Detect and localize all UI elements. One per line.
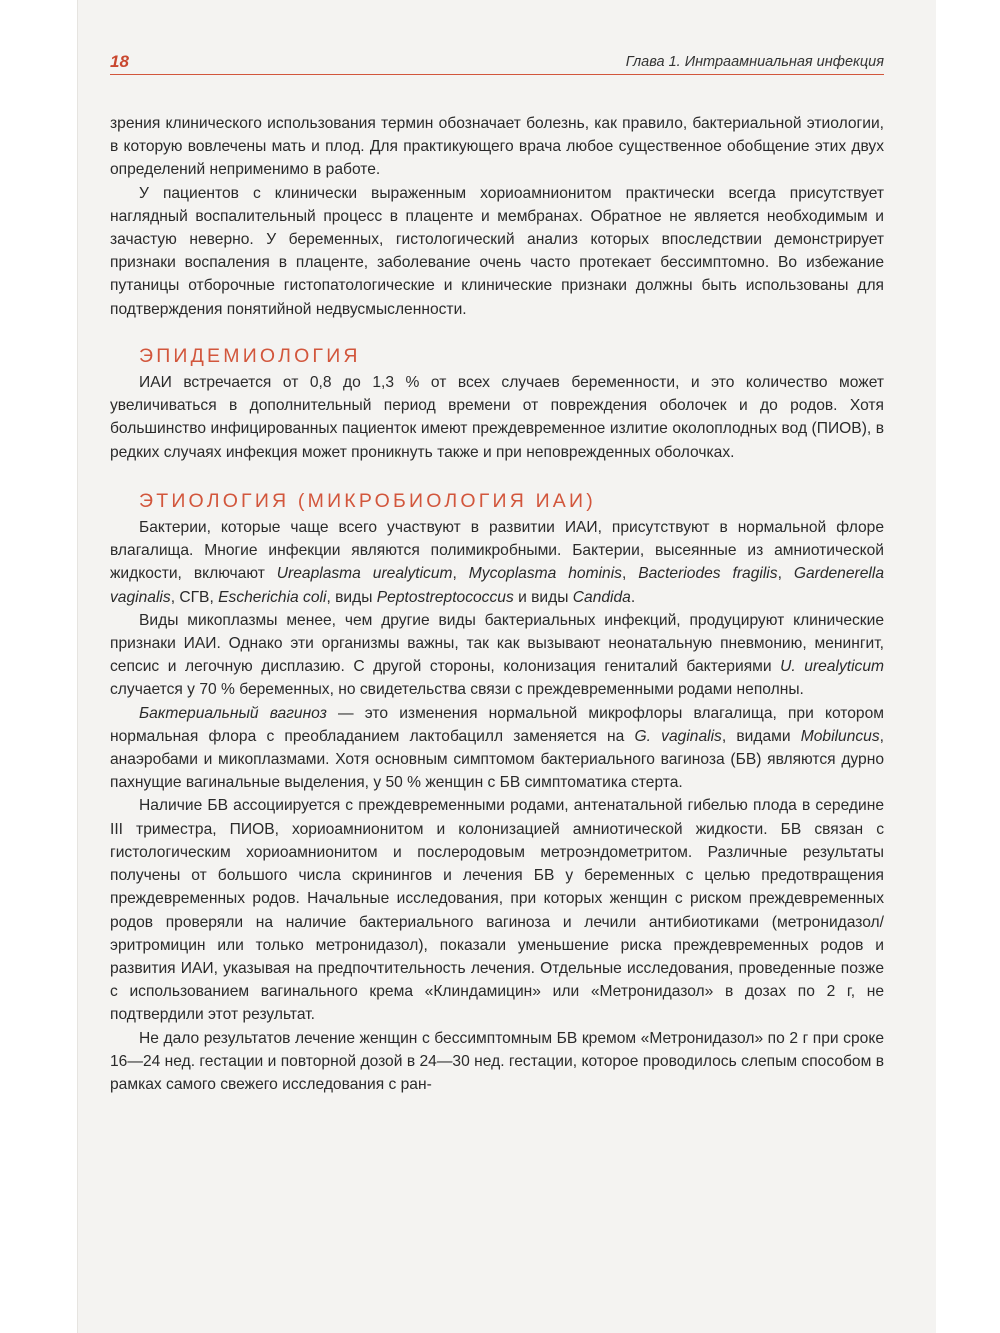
paragraph: ИАИ встречается от 0,8 до 1,3 % от всех случаев беременности, и это количество может увеличиваться в дополнительный период времени от повреждения оболочек и до родов. Хотя большинство инфицированных пациенток имеют преждевременное излитие околоплодных вод (ПИОВ), в редких случаях инфекция может проникнуть также и при неповрежденных оболочках. [110, 374, 884, 461]
text-run: , СГВ, [170, 588, 219, 606]
text-run: и виды [513, 588, 573, 606]
species-name: Candida [572, 588, 631, 606]
text-run: , [452, 565, 469, 583]
header-rule [110, 74, 884, 75]
species-name: Escherichia coli [218, 588, 327, 606]
paragraph: Наличие БВ ассоциируется с преждевременными родами, антенатальной гибелью плода в середине III триместра, ПИОВ, хориоамнионитом и колонизацией амниотической жидкости. БВ связан с гистологическим хориоамнионитом и послеродовым метроэндометритом. Различные результаты получены от большого числа скринингов и лечения БВ у беременных с целью предотвращения преждевременных родов. Начальные исследования, при которых женщин с риском преждевременных родов проверяли на наличие бактериального вагиноза и лечили антибиотиками (метронидазол/эритромицин или только метронидазол), показали уменьшение риска преждевременных родов и развития ИАИ, указывая на предпочтительность лечения. Отдельные исследования, проведенные позже с использованием вагинального крема «Клиндамицин» или «Метронидазол» в дозах по 2 г, не подтвердили этот результат. [110, 797, 884, 1024]
species-name: G. vaginalis [634, 727, 722, 745]
species-name: Mycoplasma hominis [468, 565, 622, 583]
text-run: Виды микоплазмы менее, чем другие виды бактериальных инфекций, продуцируют клинические признаки ИАИ. Однако эти организмы важны, так как вызывают неонатальную пневмонию, менингит, сепсис и легочную дисплазию. С другой стороны, колонизация гениталий бактериями [110, 611, 884, 676]
running-head: Глава 1. Интраамниальная инфекция [625, 54, 884, 70]
page-header [110, 52, 884, 74]
text-run: — это изменения нормальной микрофлоры влагалища, при котором нормальная флора с преобладанием лактобацилл заменяется на [110, 704, 884, 745]
text-run: , видами [721, 727, 801, 745]
species-name: Bacteriodes fragilis [638, 565, 778, 583]
section-heading-epidemiology: ЭПИДЕМИОЛОГИЯ [139, 344, 361, 367]
paragraph: Не дало результатов лечение женщин с бессимптомным БВ кремом «Метронидазол» по 2 г при сроке 16—24 нед. гестации и повторной дозой в 24—30 нед. гестации, которое проводилось слепым способом в рамках самого свежего исследования с ран- [110, 1029, 884, 1093]
paragraph: У пациентов с клинически выраженным хориоамнионитом практически всегда присутствует наглядный воспалительный процесс в плаценте и мембранах. Обратное не является необходимым и зачастую неверно. У беременных, гистологический анализ которых впоследствии демонстрирует признаки воспаления в плаценте, заболевание очень часто протекает бессимптомно. Во избежание путаницы отборочные гистопатологические и клинические признаки должны быть использованы для подтверждения понятийной недвусмысленности. [110, 184, 884, 318]
paragraph [110, 702, 884, 795]
paragraph [110, 609, 884, 702]
paragraph [110, 516, 884, 609]
species-name: Gardenerella vaginalis [110, 565, 884, 606]
species-name: Mobiluncus [800, 727, 880, 745]
paragraph-continuation: зрения клинического использования термин обозначает болезнь, как правило, бактериальной этиологии, в которую вовлечены мать и плод. Для практикующего врача любое существенное обобщение этих двух определений неприменимо в работе. [110, 115, 884, 179]
text-run: случается у 70 % беременных, но свидетельства связи с преждевременными родами неполны. [110, 681, 804, 699]
section-heading-etiology: ЭТИОЛОГИЯ (МИКРОБИОЛОГИЯ ИАИ) [139, 489, 596, 512]
species-name: Peptostreptococcus [376, 588, 514, 606]
text-run: , виды [326, 588, 377, 606]
term-italic: Бактериальный вагиноз [139, 704, 327, 722]
page-number: 18 [110, 52, 129, 71]
species-name: U. urealyticum [780, 658, 884, 676]
page-body [110, 112, 884, 1096]
text-run: , [621, 565, 639, 583]
text-run: Бактерии, которые чаще всего участвуют в развитии ИАИ, присутствуют в нормальной флоре влагалища. Многие инфекции являются полимикробными. Бактерии, высеянные из амниотической жидкости, включают [110, 519, 884, 583]
text-run: , анаэробами и микоплазмами. Хотя основным симптомом бактериального вагиноза (БВ) являются дурно пахнущие вагинальные выделения, у 50 % женщин с БВ симптоматика стерта. [110, 727, 884, 792]
text-run: , [777, 565, 794, 583]
species-name: Ureaplasma urealyticum [276, 565, 453, 583]
text-run: . [630, 588, 636, 606]
